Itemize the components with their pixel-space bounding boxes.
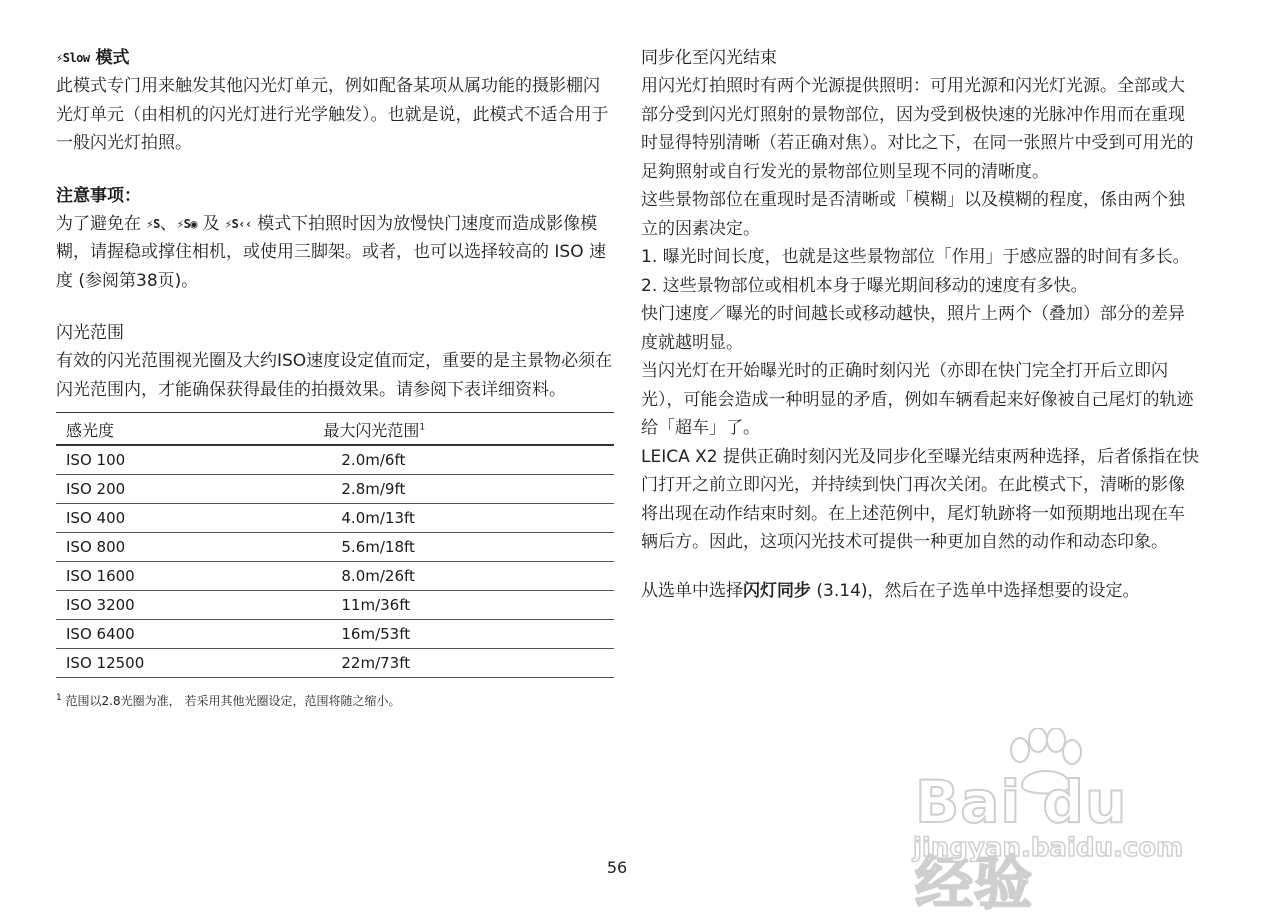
- rear-sync-p4: 当闪光灯在开始曝光时的正确时刻闪光（亦即在快门完全打开后立即闪光），可能会造成一种明显的矛盾，例如车辆看起来好像被自己尾灯的轨迹给「超车」了。: [641, 361, 1194, 438]
- watermark-url: jingyan.baidu.com: [913, 833, 1184, 863]
- slow-mode-heading: [56, 44, 616, 72]
- range-cell: 16m/53ft: [229, 620, 614, 649]
- iso-cell: ISO 1600: [56, 562, 229, 591]
- iso-cell: ISO 800: [56, 533, 229, 562]
- range-cell: 4.0m/13ft: [229, 504, 614, 533]
- table-row: [56, 620, 614, 649]
- rear-sync-p5: LEICA X2 提供正确时刻闪光及同步化至曝光结束两种选择，后者係指在快门打开之前立即闪光，并持续到快门再次关闭。在此模式下，清晰的影像将出现在动作结束时刻。在上述范例中，尾灯轨跡将一如预期地出现在车辆后方。因此，这项闪光技术可提供一种更加自然的动作和动态印象。: [641, 446, 1199, 552]
- table-row: [56, 475, 614, 504]
- footnote-text: 范围以2.8光圈为准， 若采用其他光圈设定，范围将随之缩小。: [61, 694, 401, 708]
- flash-slow-icon: ⚡S: [146, 216, 160, 231]
- table-row: [56, 504, 614, 533]
- rear-sync-p1: 用闪光灯拍照时有两个光源提供照明：可用光源和闪光灯光源。全部或大部分受到闪光灯照射的景物部位，因为受到极快速的光脉冲作用而在重现时显得特别清晰（若正确对焦）。对比之下，在同一张照片中受到可用光的足夠照射或自行发光的景物部位则呈现不同的清晰度。: [641, 76, 1194, 182]
- header-iso: 感光度: [56, 413, 229, 446]
- rear-sync-heading: 同步化至闪光结束: [641, 48, 777, 68]
- menu-instruction-prefix: 从选单中选择: [641, 580, 743, 601]
- menu-instruction: [641, 577, 1201, 606]
- iso-cell: ISO 200: [56, 475, 229, 504]
- range-cell: 5.6m/18ft: [229, 533, 614, 562]
- iso-cell: ISO 400: [56, 504, 229, 533]
- table-row: [56, 591, 614, 620]
- header-range: [229, 413, 614, 446]
- table-header-row: [56, 413, 614, 446]
- header-range-label: 最大闪光范围: [323, 420, 420, 440]
- flash-rear-curtain-icon: ⚡S‹‹: [224, 216, 252, 231]
- flash-range-heading: 闪光范围: [56, 323, 124, 343]
- iso-cell: ISO 100: [56, 445, 229, 475]
- slow-mode-body: 此模式专门用来触发其他闪光灯单元，例如配备某项从属功能的摄影棚闪光灯单元（由相机的闪光灯进行光学触发）。也就是说，此模式不适合用于一般闪光灯拍照。: [56, 76, 609, 153]
- list-item: 1. 曝光时间长度，也就是这些景物部位「作用」于感应器的时间有多长。: [641, 247, 1190, 267]
- notes-heading: 注意事项：: [56, 185, 141, 206]
- notes-body: [56, 210, 616, 296]
- iso-cell: ISO 3200: [56, 591, 229, 620]
- table-row: [56, 445, 614, 475]
- flash-range-table: [56, 412, 614, 678]
- iso-cell: ISO 12500: [56, 649, 229, 678]
- range-cell: 2.0m/6ft: [229, 445, 614, 475]
- table-row: [56, 562, 614, 591]
- footnote-marker: 1: [56, 693, 62, 703]
- range-cell: 22m/73ft: [229, 649, 614, 678]
- table-row: [56, 533, 614, 562]
- range-cell: 8.0m/26ft: [229, 562, 614, 591]
- range-cell: 11m/36ft: [229, 591, 614, 620]
- slow-mode-title: 模式: [89, 48, 130, 68]
- flash-slow-glyph-icon: ⚡Slow: [56, 51, 90, 65]
- table-footnote: [56, 692, 616, 709]
- notes-body-suffix: 模式下拍照时因为放慢快门速度而造成影像模糊，请握稳或撑住相机，或使用三脚架。或者，也可以选择较高的 ISO 速度 (参阅第38页)。: [56, 213, 606, 291]
- range-cell: 2.8m/9ft: [229, 475, 614, 504]
- list-item: 2. 这些景物部位或相机本身于曝光期间移动的速度有多快。: [641, 275, 1088, 296]
- page-number: 56: [606, 858, 628, 877]
- flash-redeye-icon: ⚡S◉: [176, 216, 198, 231]
- notes-body-prefix: 为了避免在: [56, 213, 147, 234]
- iso-cell: ISO 6400: [56, 620, 229, 649]
- right-column: [641, 44, 1201, 605]
- watermark-logo: Bai du 经验: [915, 768, 1128, 917]
- baidu-watermark: [905, 728, 1205, 917]
- header-range-sup: 1: [419, 422, 426, 433]
- notes-sep-2: 及: [197, 213, 225, 234]
- menu-item-flash-sync: 闪灯同步: [743, 580, 811, 601]
- notes-sep-1: 、: [159, 213, 177, 234]
- left-column: [56, 44, 616, 709]
- rear-sync-p3: 快门速度／曝光的时间越长或移动越快，照片上两个（叠加）部分的差异度就越明显。: [641, 304, 1185, 353]
- menu-instruction-suffix: (3.14)，然后在子选单中选择想要的设定。: [811, 580, 1140, 601]
- flash-range-body: 有效的闪光范围视光圈及大约ISO速度设定值而定，重要的是主景物必须在闪光范围内，才能确保获得最佳的拍摄效果。请参阅下表详细资料。: [56, 351, 613, 400]
- rear-sync-p2: 这些景物部位在重现时是否清晰或「模糊」以及模糊的程度，係由两个独立的因素决定。: [641, 190, 1185, 239]
- table-row: [56, 649, 614, 678]
